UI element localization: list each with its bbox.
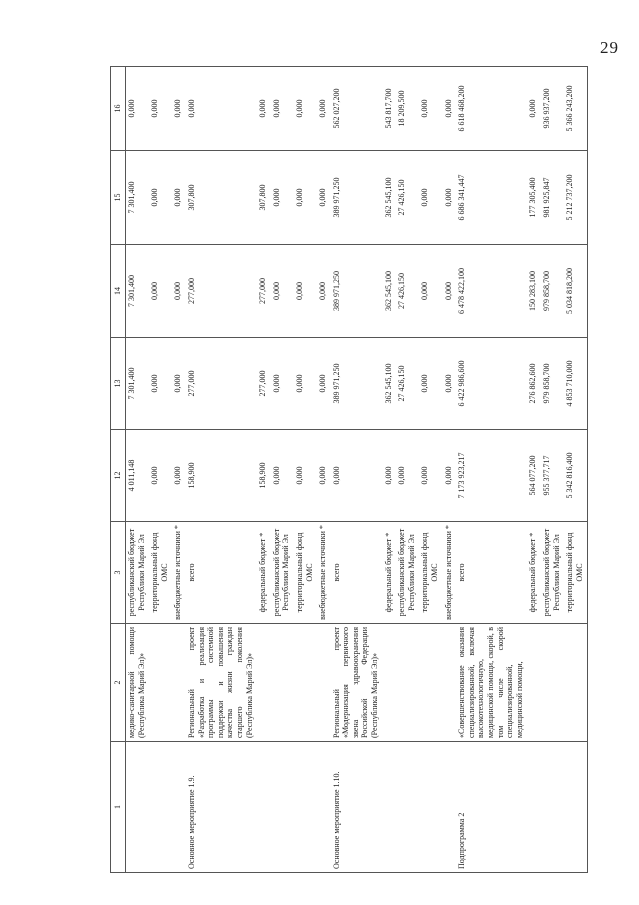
amount-cell: 362 545,100 <box>383 338 397 430</box>
col-header: 1 <box>111 742 126 873</box>
amount-cell: 0,000 <box>383 430 397 522</box>
funding-source-cell: внебюджетные источники * <box>172 522 186 624</box>
col-header: 12 <box>111 430 126 522</box>
amount-cell: 0,000 <box>443 151 457 245</box>
amount-cell: 389 971,250 <box>331 338 383 430</box>
amount-cell: 0,000 <box>419 151 442 245</box>
amount-cell: 27 426,150 <box>396 338 419 430</box>
funding-source-cell: территориальный фонд ОМС <box>419 522 442 624</box>
col-header: 2 <box>111 624 126 742</box>
amount-cell: 0,000 <box>419 338 442 430</box>
table-row <box>271 67 294 873</box>
funding-source-cell: территориальный фонд ОМС <box>149 522 172 624</box>
measure-code-cell <box>527 742 541 873</box>
amount-cell: 277,000 <box>257 245 271 338</box>
funding-source-cell: республиканский бюджет Республики Марий Эл <box>126 522 150 624</box>
amount-cell: 5 342 816,400 <box>564 430 588 522</box>
table-row <box>331 67 383 873</box>
amount-cell: 7 301,400 <box>126 338 150 430</box>
amount-cell: 0,000 <box>443 67 457 151</box>
amount-cell: 5 034 818,200 <box>564 245 588 338</box>
amount-cell: 0,000 <box>419 430 442 522</box>
amount-cell: 979 858,700 <box>541 245 564 338</box>
amount-cell: 0,000 <box>172 151 186 245</box>
amount-cell: 276 862,600 <box>527 338 541 430</box>
amount-cell: 0,000 <box>172 245 186 338</box>
funding-source-cell: республиканский бюджет Республики Марий Эл <box>271 522 294 624</box>
funding-source-cell: республиканский бюджет Республики Марий Эл <box>396 522 419 624</box>
budget-table <box>110 66 588 873</box>
amount-cell: 7 301,400 <box>126 151 150 245</box>
measure-code-cell: Основное мероприятие 1.9. <box>186 742 257 873</box>
amount-cell: 0,000 <box>126 67 150 151</box>
amount-cell: 7 173 923,217 <box>456 430 527 522</box>
table-row <box>257 67 271 873</box>
measure-name-cell <box>317 624 331 742</box>
table-row <box>126 67 150 873</box>
amount-cell: 0,000 <box>419 245 442 338</box>
amount-cell: 362 545,100 <box>383 245 397 338</box>
amount-cell: 0,000 <box>294 67 317 151</box>
table-row <box>294 67 317 873</box>
measure-code-cell <box>564 742 588 873</box>
amount-cell: 0,000 <box>317 338 331 430</box>
measure-name-cell: Региональный проект «Разработка и реализация программы системной поддержки и повышения качества жизни граждан старшего поколения (Республика Марий Эл)» <box>186 624 257 742</box>
amount-cell: 543 817,700 <box>383 67 397 151</box>
measure-code-cell <box>149 742 172 873</box>
measure-code-cell: Основное мероприятие 1.10. <box>331 742 383 873</box>
table-row <box>527 67 541 873</box>
amount-cell: 158,900 <box>257 430 271 522</box>
table-row <box>317 67 331 873</box>
amount-cell: 0,000 <box>331 430 383 522</box>
measure-name-cell <box>294 624 317 742</box>
amount-cell: 7 301,400 <box>126 245 150 338</box>
table-row <box>186 67 257 873</box>
funding-source-cell: федеральный бюджет * <box>383 522 397 624</box>
measure-name-cell: медико-санитарной помощи (Республика Марий Эл)» <box>126 624 150 742</box>
amount-cell: 0,000 <box>149 151 172 245</box>
amount-cell: 0,000 <box>149 338 172 430</box>
measure-code-cell <box>257 742 271 873</box>
funding-source-cell: всего <box>456 522 527 624</box>
amount-cell: 955 377,717 <box>541 430 564 522</box>
amount-cell: 277,000 <box>257 338 271 430</box>
amount-cell: 0,000 <box>317 430 331 522</box>
table-row <box>456 67 527 873</box>
amount-cell: 936 937,200 <box>541 67 564 151</box>
amount-cell: 0,000 <box>149 430 172 522</box>
amount-cell: 307,800 <box>257 151 271 245</box>
amount-cell: 0,000 <box>443 338 457 430</box>
measure-code-cell <box>396 742 419 873</box>
amount-cell: 0,000 <box>294 338 317 430</box>
amount-cell: 0,000 <box>271 67 294 151</box>
amount-cell: 307,800 <box>186 151 257 245</box>
col-header: 15 <box>111 151 126 245</box>
amount-cell: 277,000 <box>186 245 257 338</box>
col-header: 13 <box>111 338 126 430</box>
amount-cell: 564 077,200 <box>527 430 541 522</box>
amount-cell: 0,000 <box>317 245 331 338</box>
header-row <box>111 67 126 873</box>
funding-source-cell: всего <box>186 522 257 624</box>
amount-cell: 150 283,100 <box>527 245 541 338</box>
amount-cell: 277,000 <box>186 338 257 430</box>
amount-cell: 0,000 <box>186 67 257 151</box>
funding-source-cell: внебюджетные источники * <box>443 522 457 624</box>
amount-cell: 0,000 <box>527 67 541 151</box>
measure-code-cell <box>294 742 317 873</box>
funding-source-cell: федеральный бюджет * <box>527 522 541 624</box>
amount-cell: 27 426,150 <box>396 151 419 245</box>
col-header: 16 <box>111 67 126 151</box>
rotated-table-page <box>110 67 584 873</box>
amount-cell: 0,000 <box>271 338 294 430</box>
measure-name-cell <box>419 624 442 742</box>
amount-cell: 0,000 <box>294 245 317 338</box>
measure-code-cell <box>317 742 331 873</box>
measure-code-cell <box>419 742 442 873</box>
amount-cell: 5 212 737,200 <box>564 151 588 245</box>
amount-cell: 979 858,700 <box>541 338 564 430</box>
table-row <box>149 67 172 873</box>
amount-cell: 0,000 <box>271 245 294 338</box>
measure-code-cell <box>271 742 294 873</box>
measure-name-cell <box>396 624 419 742</box>
amount-cell: 0,000 <box>396 430 419 522</box>
measure-code-cell: Подпрограмма 2 <box>456 742 527 873</box>
measure-name-cell <box>383 624 397 742</box>
amount-cell: 0,000 <box>443 245 457 338</box>
table-row <box>564 67 588 873</box>
funding-source-cell: всего <box>331 522 383 624</box>
amount-cell: 389 971,250 <box>331 245 383 338</box>
funding-source-cell: республиканский бюджет Республики Марий Эл <box>541 522 564 624</box>
amount-cell: 0,000 <box>149 245 172 338</box>
funding-source-cell: внебюджетные источники * <box>317 522 331 624</box>
amount-cell: 0,000 <box>271 430 294 522</box>
amount-cell: 362 545,100 <box>383 151 397 245</box>
funding-source-cell: федеральный бюджет * <box>257 522 271 624</box>
amount-cell: 4 853 710,000 <box>564 338 588 430</box>
amount-cell: 0,000 <box>317 67 331 151</box>
amount-cell: 0,000 <box>419 67 442 151</box>
measure-code-cell <box>383 742 397 873</box>
measure-name-cell <box>564 624 588 742</box>
measure-name-cell: «Совершенствование оказания специализированной, включая высокотехнологичную, медицинской помощи, скорой, в том числе скорой специализированной, медицинской помощи, <box>456 624 527 742</box>
amount-cell: 5 366 243,200 <box>564 67 588 151</box>
col-header: 14 <box>111 245 126 338</box>
amount-cell: 158,900 <box>186 430 257 522</box>
measure-name-cell: Региональный проект «Модернизация первичного звена здравоохранения Российской Федерации (Республика Марий Эл)» <box>331 624 383 742</box>
col-header: 3 <box>111 522 126 624</box>
amount-cell: 981 925,847 <box>541 151 564 245</box>
measure-name-cell <box>257 624 271 742</box>
funding-source-cell: территориальный фонд ОМС <box>564 522 588 624</box>
measure-name-cell <box>527 624 541 742</box>
amount-cell: 0,000 <box>172 67 186 151</box>
measure-name-cell <box>443 624 457 742</box>
measure-name-cell <box>149 624 172 742</box>
amount-cell: 0,000 <box>317 151 331 245</box>
amount-cell: 0,000 <box>172 338 186 430</box>
amount-cell: 177 305,400 <box>527 151 541 245</box>
amount-cell: 389 971,250 <box>331 151 383 245</box>
amount-cell: 562 027,200 <box>331 67 383 151</box>
measure-code-cell <box>541 742 564 873</box>
amount-cell: 6 478 422,100 <box>456 245 527 338</box>
amount-cell: 18 209,500 <box>396 67 419 151</box>
page-number: 29 <box>600 38 619 57</box>
table-row <box>396 67 419 873</box>
measure-name-cell <box>271 624 294 742</box>
amount-cell: 0,000 <box>172 430 186 522</box>
table-row <box>419 67 442 873</box>
measure-name-cell <box>541 624 564 742</box>
amount-cell: 6 686 341,447 <box>456 151 527 245</box>
amount-cell: 4 011,148 <box>126 430 150 522</box>
amount-cell: 0,000 <box>257 67 271 151</box>
measure-code-cell <box>126 742 150 873</box>
amount-cell: 0,000 <box>149 67 172 151</box>
amount-cell: 0,000 <box>294 151 317 245</box>
table-row <box>172 67 186 873</box>
amount-cell: 6 618 468,200 <box>456 67 527 151</box>
amount-cell: 6 422 986,600 <box>456 338 527 430</box>
measure-code-cell <box>443 742 457 873</box>
funding-source-cell: территориальный фонд ОМС <box>294 522 317 624</box>
measure-code-cell <box>172 742 186 873</box>
table-row <box>383 67 397 873</box>
amount-cell: 27 426,150 <box>396 245 419 338</box>
amount-cell: 0,000 <box>271 151 294 245</box>
measure-name-cell <box>172 624 186 742</box>
table-row <box>541 67 564 873</box>
amount-cell: 0,000 <box>443 430 457 522</box>
table-row <box>443 67 457 873</box>
amount-cell: 0,000 <box>294 430 317 522</box>
